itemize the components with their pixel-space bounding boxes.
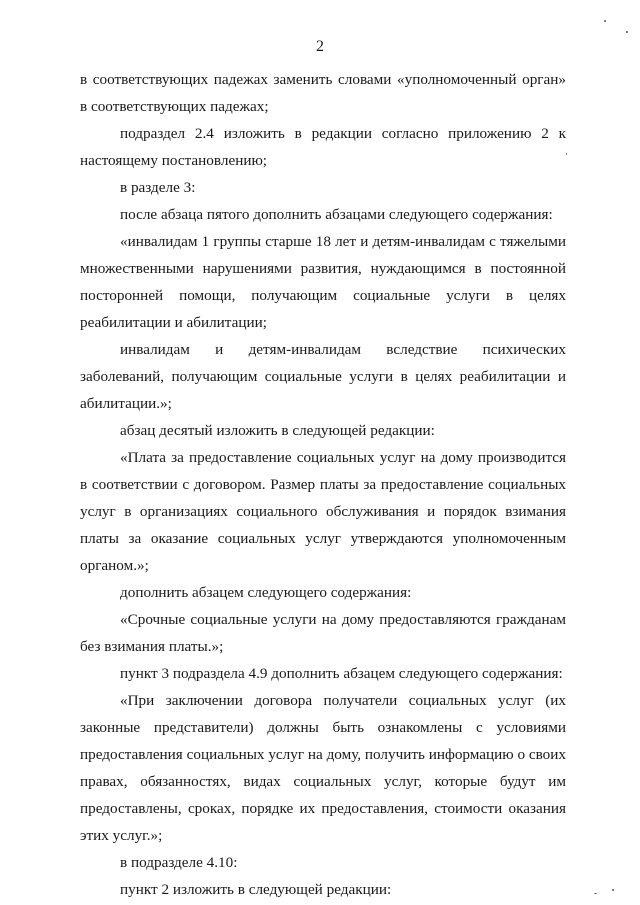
paragraph: инвалидам и детям-инвалидам вследствие психических заболеваний, получающим социальные услуги в целях реабилитации и абилитации.»; [80,341,566,412]
paragraph: абзац десятый изложить в следующей редакции: [120,422,435,439]
scan-speck [626,31,628,33]
paragraph: в подразделе 4.10: [120,854,238,871]
paragraph: «Плата за предоставление социальных услуг на дому производится в соответствии с договором. Размер платы за предоставление социальных услуг в организациях социального обслуживания и порядок взимания платы за оказание социальных услуг утверждаются уполномоченным органом.»; [80,449,566,574]
paragraph: в разделе 3: [120,179,196,196]
scan-speck [594,893,597,894]
page-number: 2 [316,38,324,55]
scan-speck [566,153,567,155]
scan-speck [604,20,606,22]
paragraph: «инвалидам 1 группы старше 18 лет и детям-инвалидам с тяжелыми множественными нарушениями развития, нуждающимся в постоянной посторонней помощи, получающим социальные услуги в целях реабилитации и абилитации; [80,233,566,331]
paragraph: пункт 3 подраздела 4.9 дополнить абзацем следующего содержания: [120,665,563,682]
paragraph: после абзаца пятого дополнить абзацами следующего содержания: [120,206,553,223]
paragraph: пункт 2 изложить в следующей редакции: [120,881,392,898]
paragraph: подраздел 2.4 изложить в редакции согласно приложению 2 к настоящему постановлению; [80,125,566,169]
scan-speck [612,889,614,891]
document-body [80,66,566,903]
paragraph: «При заключении договора получатели социальных услуг (их законные представители) должны быть ознакомлены с условиями предоставления социальных услуг на дому, получить информацию о своих правах, обязанностях, видах социальных услуг, которые будут им предоставлены, сроках, порядке их предоставления, стоимости оказания этих услуг.»; [80,692,566,844]
paragraph: «Срочные социальные услуги на дому предоставляются гражданам без взимания платы.»; [80,611,566,655]
paragraph: дополнить абзацем следующего содержания: [120,584,412,601]
paragraph: в соответствующих падежах заменить словами «уполномоченный орган» в соответствующих падежах; [80,71,566,115]
